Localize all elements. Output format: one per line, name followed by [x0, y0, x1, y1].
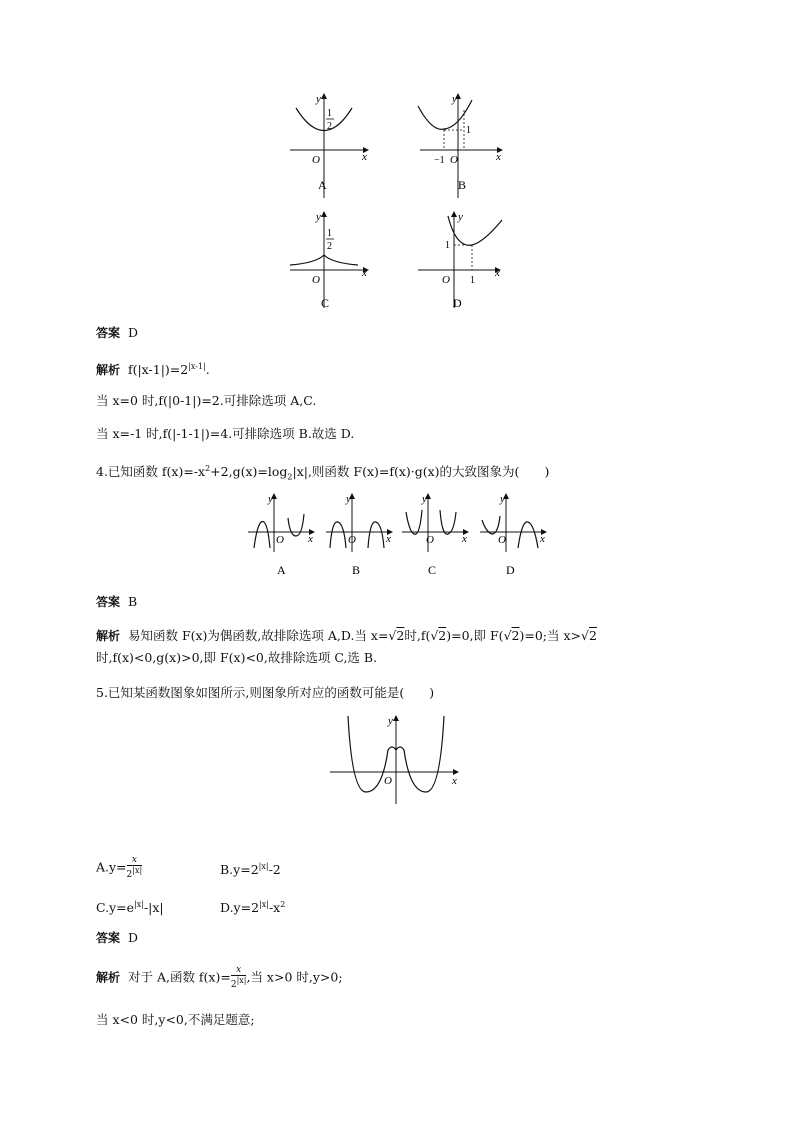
svg-text:O: O [442, 274, 450, 286]
svg-text:O: O [384, 775, 392, 787]
graph-b [418, 93, 502, 198]
option-d-text: D.y=2 [220, 900, 260, 916]
q5-stem: 5.已知某函数图象如图所示,则图象所对应的函数可能是( ) [96, 685, 435, 700]
svg-text:C: C [428, 563, 437, 577]
q5-graph [326, 712, 466, 808]
svg-text:O: O [276, 534, 284, 546]
answer-label: 答案 [96, 326, 121, 340]
sqrt-radicand: 2 [396, 628, 405, 643]
q4-stem-sub: 2 [287, 472, 293, 482]
q4-stem-part: |x|,则函数 F(x)=f(x)·g(x)的大致图象为( ) [292, 464, 550, 480]
analysis-text: 时,f( [404, 628, 431, 643]
q4-graph-a [248, 493, 314, 577]
svg-text:y: y [458, 211, 463, 223]
svg-text:y: y [316, 93, 321, 105]
svg-text:B: B [458, 178, 467, 192]
q4-graphs [246, 490, 556, 580]
q3-analysis-line2: 当 x=0 时,f(|0-1|)=2.可排除选项 A,C. [96, 393, 317, 408]
svg-text:y: y [452, 93, 457, 105]
svg-text:x: x [362, 151, 367, 163]
svg-text:1: 1 [466, 125, 471, 136]
q5-analysis-line1 [96, 966, 343, 990]
svg-text:O: O [426, 534, 434, 546]
option-c-text: C.y=e [96, 900, 135, 916]
svg-text:2: 2 [327, 241, 332, 252]
graph-a [290, 93, 368, 198]
svg-text:C: C [321, 296, 330, 310]
option-b-text: B.y=2 [220, 862, 259, 878]
analysis-text: 易知函数 F(x)为偶函数,故排除选项 A,D.当 x= [127, 628, 389, 643]
q4-stem-part: 4.已知函数 f(x)=-x [96, 464, 206, 480]
fraction-num: x [231, 966, 247, 976]
analysis-text-end: . [205, 362, 210, 378]
q4-analysis-line1: 解析 易知函数 F(x)为偶函数,故排除选项 A,D.当 x=√2时,f(√2)=0,即 F(√2)=0;当 x>√2 [96, 628, 597, 643]
svg-text:1: 1 [470, 275, 475, 286]
sqrt-radicand: 2 [511, 628, 520, 643]
option-c-text-end: -|x| [143, 900, 164, 916]
svg-text:x: x [386, 533, 391, 545]
q3-answer [96, 325, 138, 341]
answer-value: D [127, 325, 138, 340]
q5-option-c [96, 897, 164, 916]
answer-label: 答案 [96, 931, 121, 945]
graph-d [418, 211, 502, 310]
analysis-text: 对于 A,函数 f(x)= [127, 969, 231, 985]
q4-stem-part: +2,g(x)=log [210, 464, 288, 480]
svg-text:B: B [352, 563, 361, 577]
q3-analysis-line1 [96, 359, 210, 378]
analysis-text: )=0;当 x> [519, 628, 581, 643]
q4-graph-b [326, 493, 392, 577]
analysis-sup: |x-1| [188, 362, 206, 371]
svg-text:y: y [500, 493, 505, 505]
sqrt-radicand: 2 [438, 628, 447, 643]
svg-text:x: x [462, 533, 467, 545]
q4-answer [96, 594, 137, 610]
q3-graphs [280, 88, 520, 310]
q5-option-a [96, 856, 142, 880]
option-a-fraction [127, 856, 143, 880]
analysis-label: 解析 [96, 629, 121, 643]
q5-answer [96, 930, 138, 946]
den-sup: |x| [132, 866, 143, 875]
analysis-label: 解析 [96, 363, 121, 378]
svg-text:D: D [453, 296, 462, 310]
svg-text:1: 1 [445, 240, 450, 251]
svg-text:2: 2 [327, 121, 332, 132]
svg-text:O: O [312, 274, 320, 286]
svg-text:O: O [498, 534, 506, 546]
svg-text:−1: −1 [434, 155, 445, 166]
q3-analysis-line3: 当 x=-1 时,f(|-1-1|)=4.可排除选项 B.故选 D. [96, 426, 355, 441]
option-c-sup: |x| [134, 900, 144, 909]
den-base: 2 [126, 870, 133, 880]
fraction-num: x [127, 856, 143, 866]
option-d-text-mid: -x [268, 900, 281, 916]
graph-c [290, 211, 368, 310]
svg-text:A: A [318, 178, 327, 192]
q5-option-b [220, 859, 281, 878]
analysis-label: 解析 [96, 970, 121, 985]
q4-stem-sup: 2 [205, 464, 211, 473]
svg-text:D: D [506, 563, 515, 577]
q4-graph-d [480, 493, 546, 577]
q5-option-d [220, 897, 285, 916]
option-b-text-end: -2 [268, 862, 281, 878]
svg-text:y: y [316, 211, 321, 223]
svg-text:A: A [277, 563, 286, 577]
option-d-sup: |x| [259, 900, 269, 909]
analysis-text-end: ,当 x>0 时,y>0; [246, 969, 343, 985]
svg-text:y: y [422, 493, 427, 505]
option-a-text: A.y= [96, 859, 127, 875]
svg-text:1: 1 [327, 228, 332, 239]
analysis-text: f(|x-1|)=2 [127, 362, 189, 378]
option-b-sup: |x| [258, 862, 269, 871]
den-base: 2 [230, 980, 237, 990]
q5-analysis-line2: 当 x<0 时,y<0,不满足题意; [96, 1012, 255, 1027]
svg-text:O: O [348, 534, 356, 546]
svg-text:1: 1 [327, 108, 332, 119]
answer-value: B [127, 594, 138, 609]
svg-text:O: O [312, 154, 320, 166]
fraction-den [127, 866, 143, 880]
answer-label: 答案 [96, 595, 121, 609]
svg-text:x: x [362, 267, 367, 279]
svg-text:y: y [388, 715, 393, 727]
svg-text:x: x [496, 151, 501, 163]
q4-analysis-line2: 时,f(x)<0,g(x)>0,即 F(x)<0,故排除选项 C,选 B. [96, 650, 378, 665]
svg-text:y: y [346, 493, 351, 505]
svg-text:x: x [540, 533, 545, 545]
svg-text:x: x [452, 775, 457, 787]
svg-text:y: y [268, 493, 273, 505]
svg-text:x: x [308, 533, 313, 545]
den-sup: |x| [236, 976, 247, 985]
analysis-fraction [231, 966, 247, 990]
sqrt-radicand: 2 [588, 628, 597, 643]
fraction-den [231, 976, 247, 990]
q4-graph-c [402, 493, 468, 577]
svg-text:O: O [450, 154, 458, 166]
option-d-sup2: 2 [280, 900, 286, 909]
answer-value: D [127, 930, 138, 945]
svg-text:x: x [495, 267, 500, 279]
analysis-text: )=0,即 F( [446, 628, 504, 643]
q4-stem [96, 461, 549, 486]
